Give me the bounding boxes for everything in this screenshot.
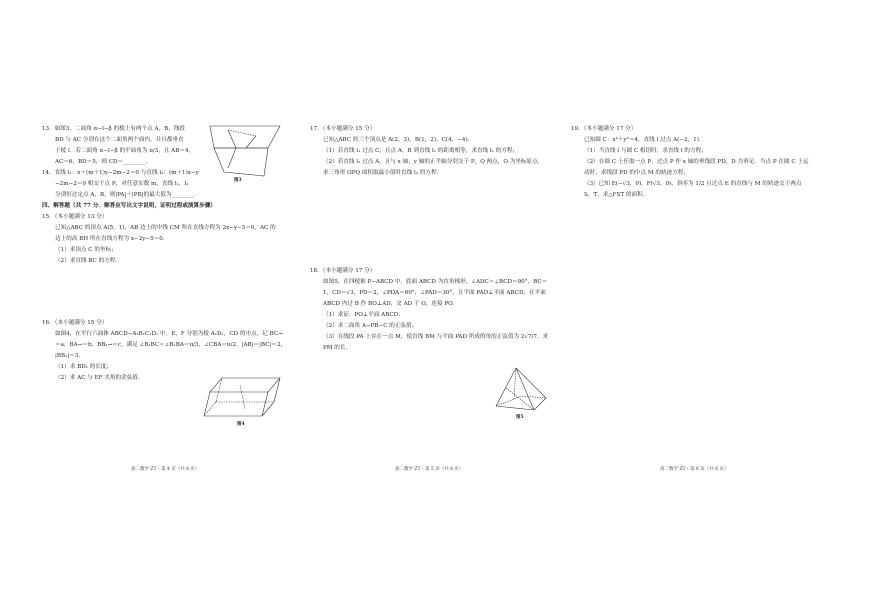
q15-title: 15．（本小题满分 13 分） [42,214,108,220]
q18-part-3-cont: PM 的长． [323,345,352,351]
q19-part-2-cont: 动时，求线段 PD 的中点 M 的轨迹方程； [584,170,689,176]
figure-3-caption: 图3 [234,178,242,183]
q15-part-1: （1）求顶点 C 的坐标； [55,247,117,253]
q18-line-2: 1，CD＝√3，PD＝2，∠PDA＝60°，∠PAD＝30°，且平面 PAD⊥平面 ABCD，在平面 [323,290,546,296]
q16-line-3: |BB₁|＝3． [55,353,84,359]
page-5-footer: 高二数学 ZT・第 5 页（共 6 页） [395,467,464,472]
q16-title: 16．（本小题满分 15 分） [42,320,108,326]
figure-4-parallelepiped [200,374,290,420]
page-6-footer: 高二数学 ZT・第 6 页（共 6 页） [660,467,729,472]
q13-line-2: BD 与 AC 分别在这个二面角两个面内，并且都垂直 [55,137,184,143]
q13-line-1: 13．如图3，二面角 α−l−β 的棱上有两个点 A，B，线段 [42,126,186,132]
q18-part-3: （3）在线段 PA 上存在一点 M，使直线 BM 与平面 PAD 所成的角的正弦值为 2√7/7，求 [323,334,549,340]
q16-line-2: ＝a，BA→＝b，BB₁→＝c，满足 ∠B₁BC＝∠B₁BA＝π/3，∠CBA＝π/2，|AB|＝|BC|＝2， [55,342,287,348]
q14-line-3: 分别恒过定点 A，B，则|PA|＋|PB|的最大值为________． [55,192,200,198]
figure-5-pyramid [492,366,552,414]
q16-line-1: 如图4，在平行六面体 ABCD−A₁B₁C₁D₁ 中，E，F 分别为棱 A₁D₁，CD 的中点，记 BC→ [55,331,283,337]
q19-part-1: （1）当直线 l 与圆 C 相切时，求直线 l 的方程； [584,148,707,154]
q19-part-3: （3）已知 E(−√3，0)，F(√3，0)，斜率为 1/2 且过点 E 的直线与 M 的轨迹交于两点 [584,181,802,187]
q15-part-2: （2）求直线 BC 的方程． [55,258,121,264]
q19-block [571,124,809,201]
q19-part-2: （2）在圆 C 上任取一点 P，过点 P 作 x 轴的垂线段 PD，D 为垂足．当点 P 在圆 C 上运 [584,159,809,165]
q14-line-1: 14．直线 l₁：x＋(m＋1)y−2m−2＝0 与直线 l₂：(m＋1)x−y [42,170,199,176]
q18-part-2: （2）求二面角 A−PB−C 的正弦值； [323,323,418,329]
q16-part-2: （2）求 AC 与 EF 夹角的余弦值． [55,375,144,381]
q18-line-1: 如图5，在四棱锥 P−ABCD 中，底面 ABCD 为直角梯形，∠ADC＝∠BCD＝90°，BC＝ [323,279,548,285]
q18-block [310,266,548,354]
q15-line-2: 边上的高 BH 所在直线方程为 x−2y−5＝0． [55,236,169,242]
page-4-footer: 高二数学 ZT・第 4 页（共 6 页） [131,467,200,472]
q17-part-1: （1）若直线 l₁ 过点 C，且点 A，B 到直线 l₁ 的距离相等，求直线 l₁ 的方程； [323,148,519,154]
q17-part-2-cont: 求三角形 OPQ 面积取最小值时直线 l₂ 的方程． [323,170,443,176]
q19-title: 19．（本小题满分 17 分） [571,126,637,132]
q13-line-4: AC＝6，BD＝5，则 CD＝________． [55,159,152,165]
figure-3-dihedral-angle [206,124,286,178]
q15-line-1: 已知△ABC 的顶点 A(5，1)，AB 边上的中线 CM 所在直线方程为 2x−y−5＝0，AC 的 [55,225,276,231]
q17-title: 17．（本小题满分 15 分） [310,126,376,132]
q18-part-1: （1）求证：PO⊥平面 ABCD； [323,312,404,318]
q19-part-3-cont: S，T，求△FST 的面积． [584,192,649,198]
q18-title: 18．（本小题满分 17 分） [310,268,376,274]
q17-block [310,124,543,179]
figure-4-caption: 图4 [237,422,245,427]
figure-5-caption: 图5 [516,415,524,420]
section-heading-answers: 四、解答题（共 77 分．解答应写出文字说明，证明过程或演算步骤） [42,203,216,209]
q17-part-2: （2）若直线 l₂ 过点 A，且与 x 轴，y 轴的正半轴分别交于 P，Q 两点，O 为坐标原点， [323,159,544,165]
q13-line-3: 于棱 l．若二面角 α−l−β 的平面角为 π/3，且 AB＝4， [55,148,195,154]
q16-part-1: （1）求 BD₁ 的长度； [55,364,113,370]
q17-line-1: 已知△ABC 的三个顶点是 A(2，3)，B(1，2)，C(4，−4)． [323,137,474,143]
q18-line-3: ABCD 内过 B 作 BO⊥AD，交 AD 于 O，连接 PO． [323,301,459,307]
q19-line-1: 已知圆 C：x²＋y²＝4，直线 l 过点 A(−2，1)． [584,137,705,143]
q14-line-2: −2m−2＝0 相交于点 P，对任意实数 m，直线 l₁，l₂ [55,181,189,187]
